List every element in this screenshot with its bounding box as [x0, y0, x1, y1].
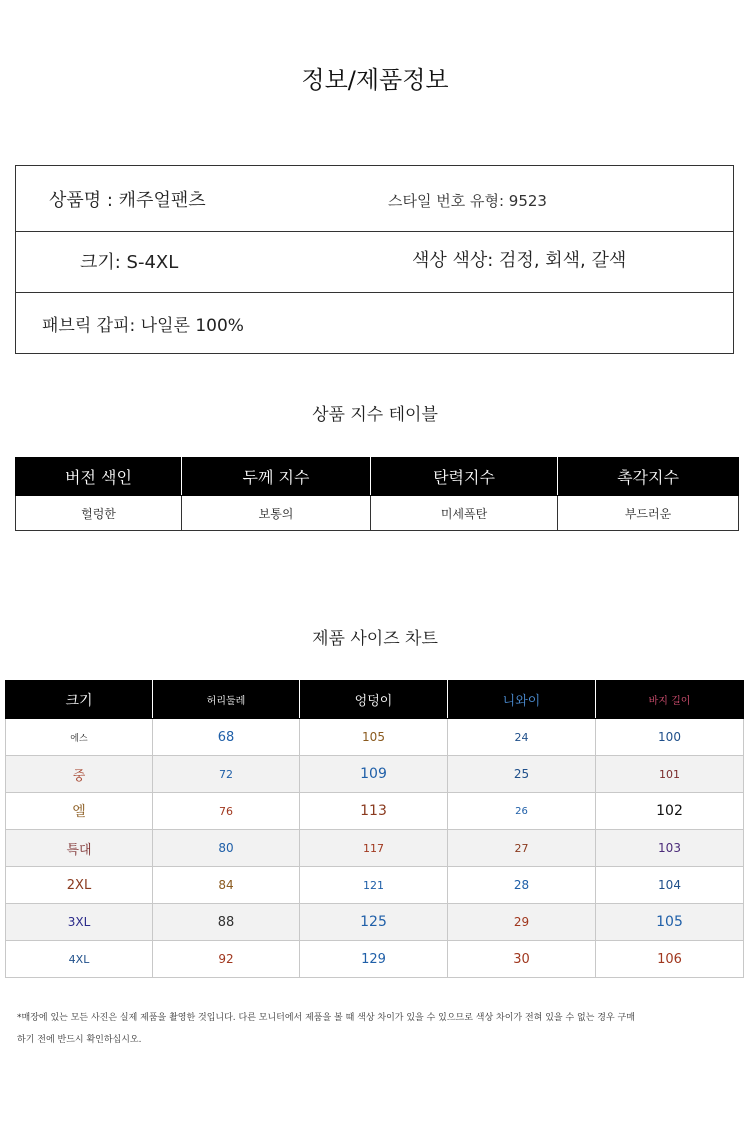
size-header-cell: 허리둘레 [153, 681, 300, 719]
size-value-cell: 117 [300, 830, 448, 867]
size-value-cell: 84 [153, 867, 300, 904]
size-value-cell: 109 [300, 756, 448, 793]
size-header-row [6, 681, 744, 719]
size-chart-table [5, 680, 744, 978]
page-title: 정보/제품정보 [301, 66, 449, 94]
size-label-cell: 4XL [6, 941, 153, 978]
info-row [16, 293, 733, 353]
size-value-cell: 102 [596, 793, 744, 830]
size-header-cell: 엉덩이 [300, 681, 448, 719]
size-label-cell: 특대 [6, 830, 153, 867]
info-row [16, 232, 733, 293]
index-table-title: 상품 지수 테이블 [312, 405, 438, 425]
size-value-cell: 105 [596, 904, 744, 941]
size-value-cell: 72 [153, 756, 300, 793]
size-row [6, 904, 744, 941]
index-header-elasticity: 탄력지수 [371, 458, 558, 496]
disclaimer-line-1: *매장에 있는 모든 사진은 실제 제품을 촬영한 것입니다. 다른 모니터에서 제품을 볼 때 색상 차이가 있을 수 있으므로 색상 차이가 전혀 있을 수 없는 경우 구매 [17, 1013, 635, 1023]
size-value-cell: 101 [596, 756, 744, 793]
size-value-cell: 26 [448, 793, 596, 830]
size-value-cell: 103 [596, 830, 744, 867]
size-label-cell: 2XL [6, 867, 153, 904]
index-value-elasticity: 미세폭탄 [371, 496, 558, 531]
info-row [16, 166, 733, 232]
product-name: 상품명 : 캐주얼팬츠 [49, 190, 206, 211]
size-value-cell: 105 [300, 719, 448, 756]
size-value-cell: 24 [448, 719, 596, 756]
index-value-touch: 부드러운 [558, 496, 739, 531]
index-header-touch: 촉각지수 [558, 458, 739, 496]
index-header-thickness: 두께 지수 [182, 458, 371, 496]
size-row [6, 867, 744, 904]
size-value-cell: 27 [448, 830, 596, 867]
size-header-cell: 크기 [6, 681, 153, 719]
size-value-cell: 92 [153, 941, 300, 978]
size-value-cell: 88 [153, 904, 300, 941]
size-row [6, 756, 744, 793]
size-value-cell: 76 [153, 793, 300, 830]
color-options: 색상 색상: 검정, 회색, 갈색 [412, 250, 627, 271]
size-value-cell: 125 [300, 904, 448, 941]
size-value-cell: 80 [153, 830, 300, 867]
index-value-row [16, 496, 739, 531]
size-chart-title: 제품 사이즈 차트 [312, 629, 438, 649]
product-info-box [15, 165, 734, 354]
size-label-cell: 중 [6, 756, 153, 793]
size-header-cell: 니와이 [448, 681, 596, 719]
index-value-thickness: 보통의 [182, 496, 371, 531]
size-row [6, 793, 744, 830]
fabric-material: 패브릭 갑피: 나일론 100% [42, 316, 244, 336]
size-range: 크기: S-4XL [80, 252, 179, 273]
size-label-cell: 3XL [6, 904, 153, 941]
size-value-cell: 113 [300, 793, 448, 830]
size-row [6, 941, 744, 978]
size-label-cell: 엘 [6, 793, 153, 830]
size-chart-body [6, 719, 744, 978]
size-value-cell: 25 [448, 756, 596, 793]
size-value-cell: 29 [448, 904, 596, 941]
index-value-fit: 헐렁한 [16, 496, 182, 531]
size-label-cell: 에스 [6, 719, 153, 756]
size-value-cell: 104 [596, 867, 744, 904]
index-header-row [16, 458, 739, 496]
size-value-cell: 100 [596, 719, 744, 756]
size-value-cell: 129 [300, 941, 448, 978]
product-index-table [15, 457, 739, 531]
size-value-cell: 30 [448, 941, 596, 978]
disclaimer-line-2: 하기 전에 반드시 확인하십시오. [17, 1035, 142, 1045]
size-value-cell: 106 [596, 941, 744, 978]
size-row [6, 719, 744, 756]
size-header-cell: 바지 길이 [596, 681, 744, 719]
size-value-cell: 28 [448, 867, 596, 904]
size-row [6, 830, 744, 867]
style-number: 스타일 번호 유형: 9523 [388, 192, 547, 210]
size-value-cell: 68 [153, 719, 300, 756]
size-value-cell: 121 [300, 867, 448, 904]
index-header-fit: 버전 색인 [16, 458, 182, 496]
